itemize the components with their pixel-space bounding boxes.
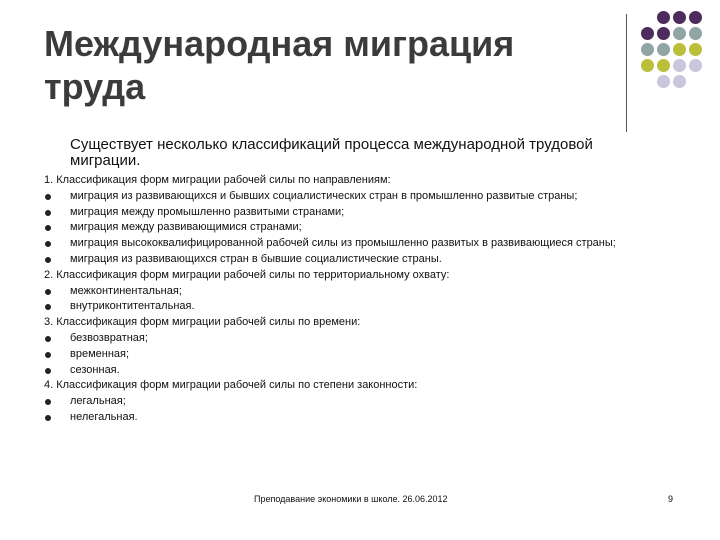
decorative-dot [657,75,670,88]
bullet-icon [45,336,51,342]
classification-heading [44,268,684,284]
list-item [44,252,684,268]
list-item-text: безвозвратная; [70,331,148,344]
bullet-icon [45,225,51,231]
bullet-icon [45,368,51,374]
slide-title: Международная миграция труда [44,23,515,107]
list-item-text: межконтинентальная; [70,284,182,297]
list-item [44,394,684,410]
classification-heading [44,315,684,331]
decorative-dot [673,27,686,40]
list-item-text: миграция между развивающимися странами; [70,221,302,234]
page-number: 9 [668,494,674,504]
list-item-text: миграция высококвалифицированной рабочей силы из промышленно развитых в развивающиеся страны; [70,237,616,250]
heading-text: 4. Классификация форм миграции рабочей силы по степени законности: [44,379,418,392]
decorative-dot [673,11,686,24]
heading-text: 1. Классификация форм миграции рабочей силы по направлениям: [44,174,391,186]
decorative-dot [641,43,654,56]
classification-list [44,173,684,426]
decorative-dot [657,11,670,24]
decorative-dot [689,27,702,40]
list-item-text: миграция из развивающихся и бывших социалистических стран в промышленно развитые страны; [70,189,578,202]
bullet-icon [45,241,51,247]
bullet-icon [45,352,51,358]
footer-text: Преподавание экономики в школе. 26.06.2012 [254,494,448,504]
intro-paragraph: Существует несколько классификаций процесса международной трудовой миграции. [70,136,593,169]
decorative-dot [689,11,702,24]
heading-text: 2. Классификация форм миграции рабочей силы по территориальному охвату: [44,268,450,281]
list-item [44,220,684,236]
list-item [44,205,684,221]
list-item [44,189,684,205]
list-item-text: легальная; [70,395,126,408]
decorative-dot [689,59,702,72]
list-item [44,363,684,379]
list-item-text: нелегальная. [70,410,138,423]
decorative-dot-grid [640,10,712,120]
decorative-dot [641,27,654,40]
decorative-dot [673,59,686,72]
bullet-icon [45,210,51,216]
list-item-text: внутриконтитентальная. [70,300,195,313]
bullet-icon [45,304,51,310]
classification-heading [44,378,684,394]
list-item-text: сезонная. [70,363,120,376]
list-item [44,299,684,315]
decorative-dot [657,43,670,56]
bullet-icon [45,399,51,405]
decorative-dot [673,43,686,56]
list-item [44,410,684,426]
decorative-dot [689,43,702,56]
list-item [44,347,684,363]
title-divider [626,14,627,132]
decorative-dot [657,59,670,72]
decorative-dot [673,75,686,88]
list-item [44,284,684,300]
list-item-text: временная; [70,347,130,360]
bullet-icon [45,289,51,295]
bullet-icon [45,415,51,421]
list-item [44,331,684,347]
heading-text: 3. Классификация форм миграции рабочей силы по времени: [44,316,361,329]
list-item [44,236,684,252]
classification-heading [44,173,684,189]
list-item-text: миграция из развивающихся стран в бывшие социалистические страны. [70,252,442,265]
decorative-dot [657,27,670,40]
bullet-icon [45,194,51,200]
list-item-text: миграция между промышленно развитыми странами; [70,205,345,218]
bullet-icon [45,257,51,263]
decorative-dot [641,59,654,72]
